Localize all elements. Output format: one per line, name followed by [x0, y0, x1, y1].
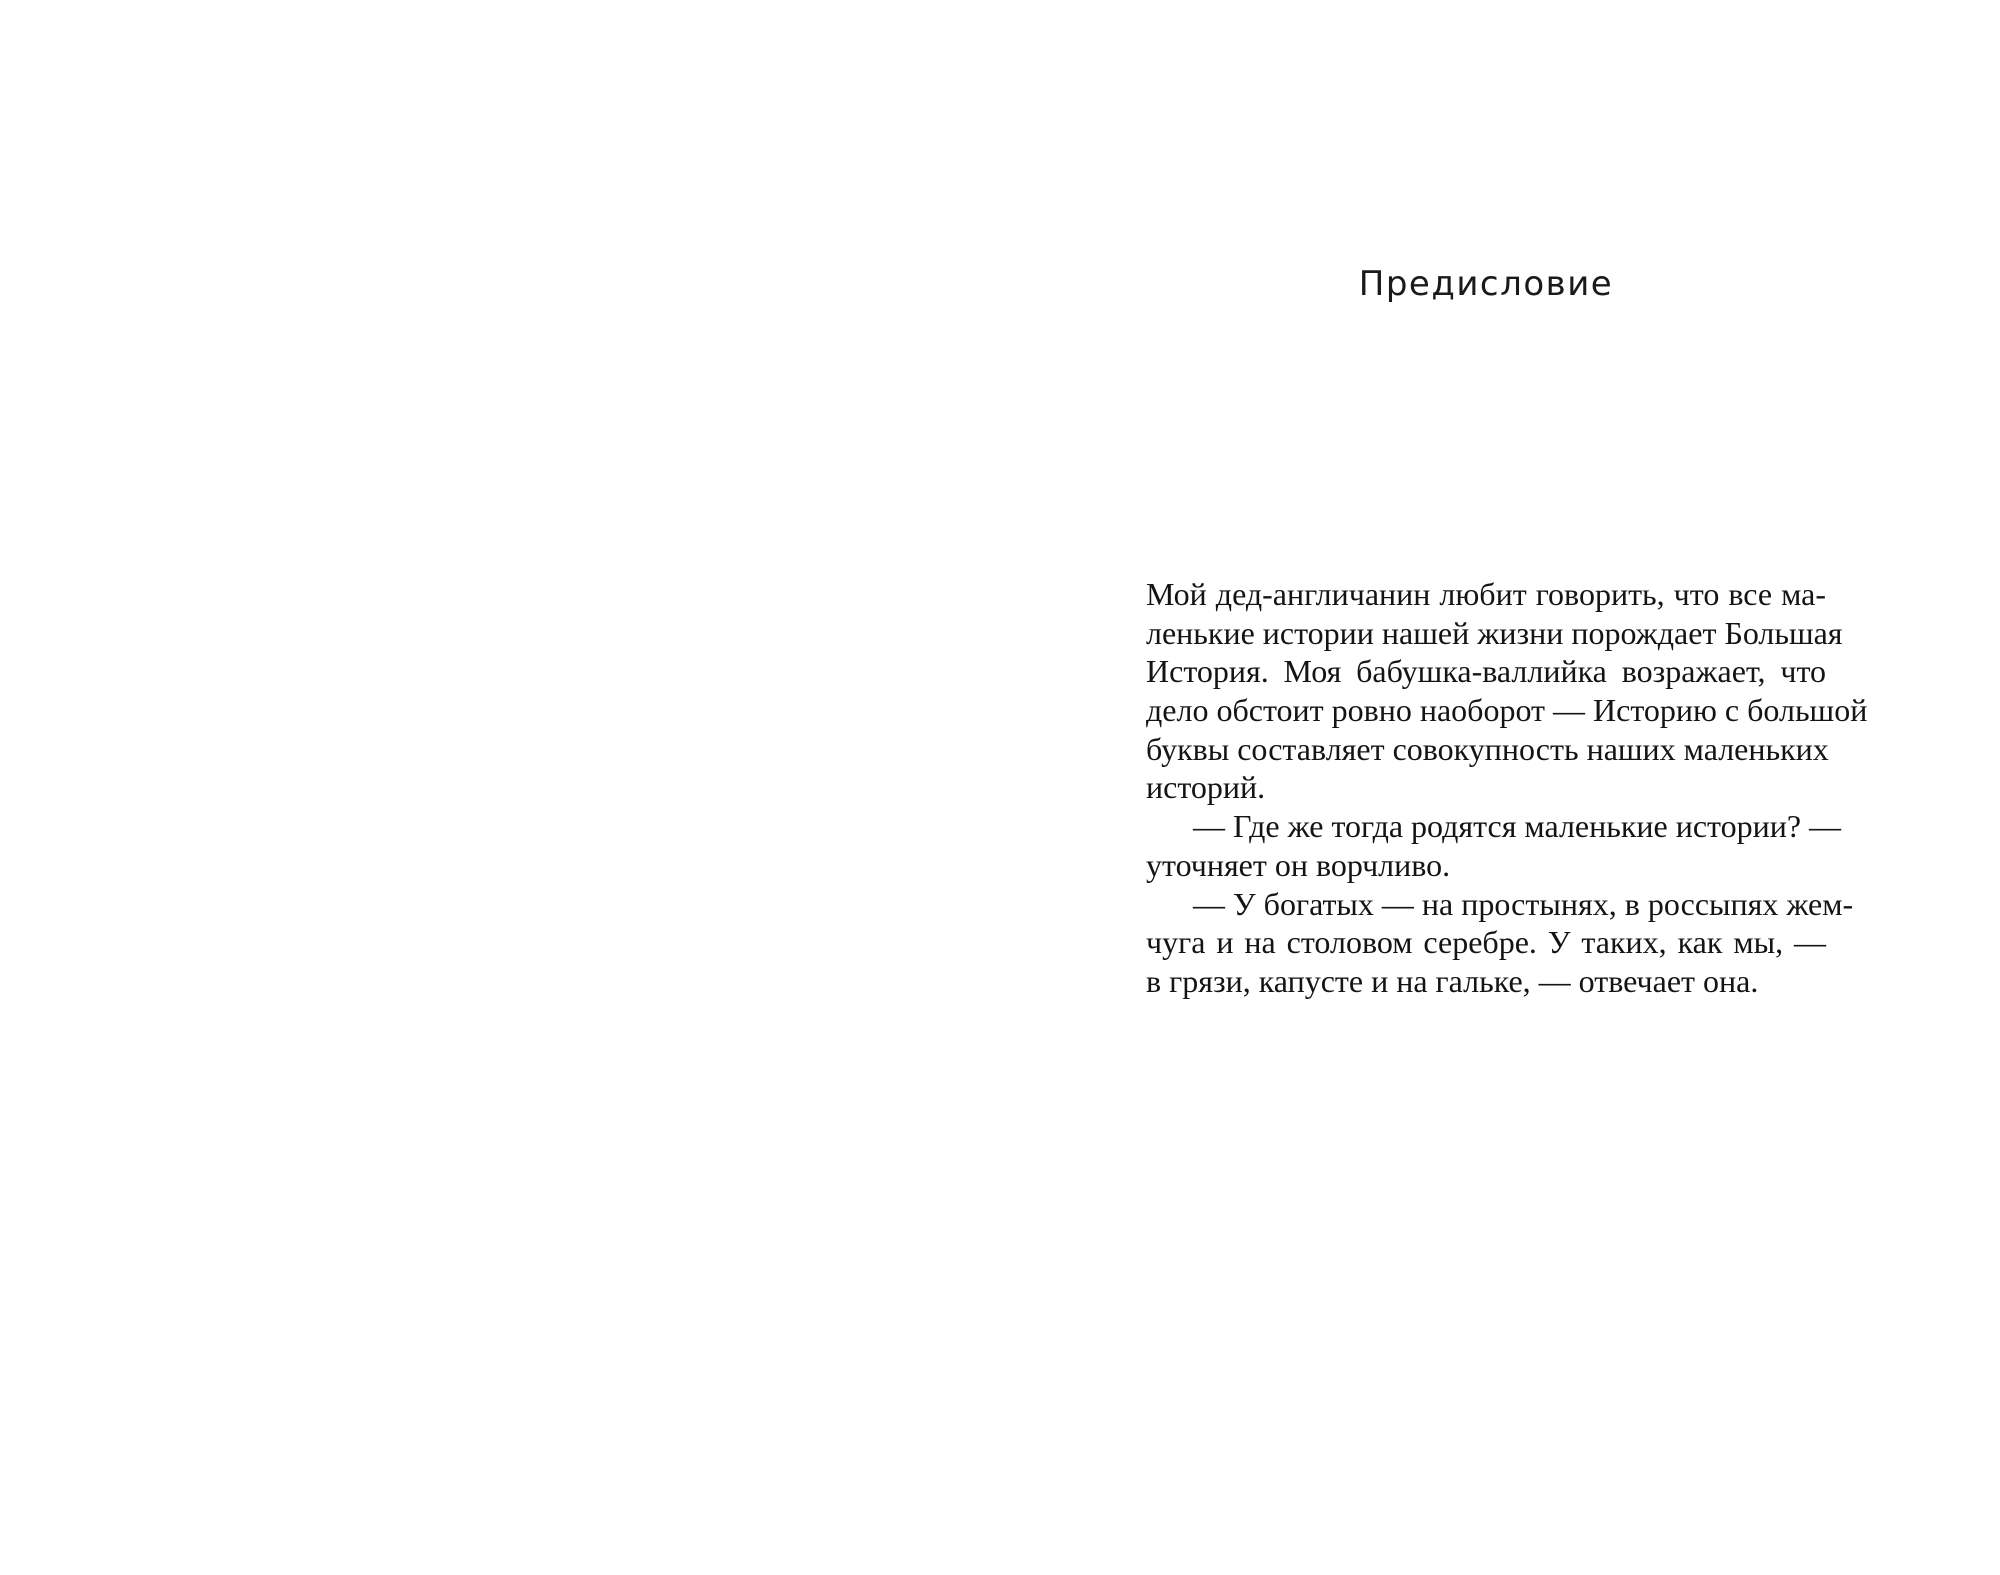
text-line: уточняет он ворчливо. [1146, 846, 1451, 883]
text-line: историй. [1146, 769, 1266, 806]
dialogue-line: — Где же тогда родятся маленькие истории? — [1193, 808, 1842, 845]
text-line: буквы составляет совокупность наших маленьких [1146, 730, 1829, 767]
text-line: История. Моя бабушка-валлийка возражает, что [1146, 653, 1826, 690]
text-line: чуга и на столовом серебре. У таких, как мы, — [1146, 924, 1826, 961]
text-line: дело обстоит ровно наоборот — Историю с большой [1146, 692, 1868, 729]
dialogue-line: — У богатых — на простынях, в россыпях жем- [1193, 885, 1854, 922]
chapter-title: Предисловие [1358, 264, 1614, 304]
text-line: в грязи, капусте и на гальке, — отвечает она. [1146, 962, 1759, 999]
text-line: Мой дед-англичанин любит говорить, что все ма- [1146, 576, 1826, 612]
text-line: ленькие истории нашей жизни порождает Большая [1146, 614, 1843, 651]
body-text [1146, 575, 1868, 1001]
